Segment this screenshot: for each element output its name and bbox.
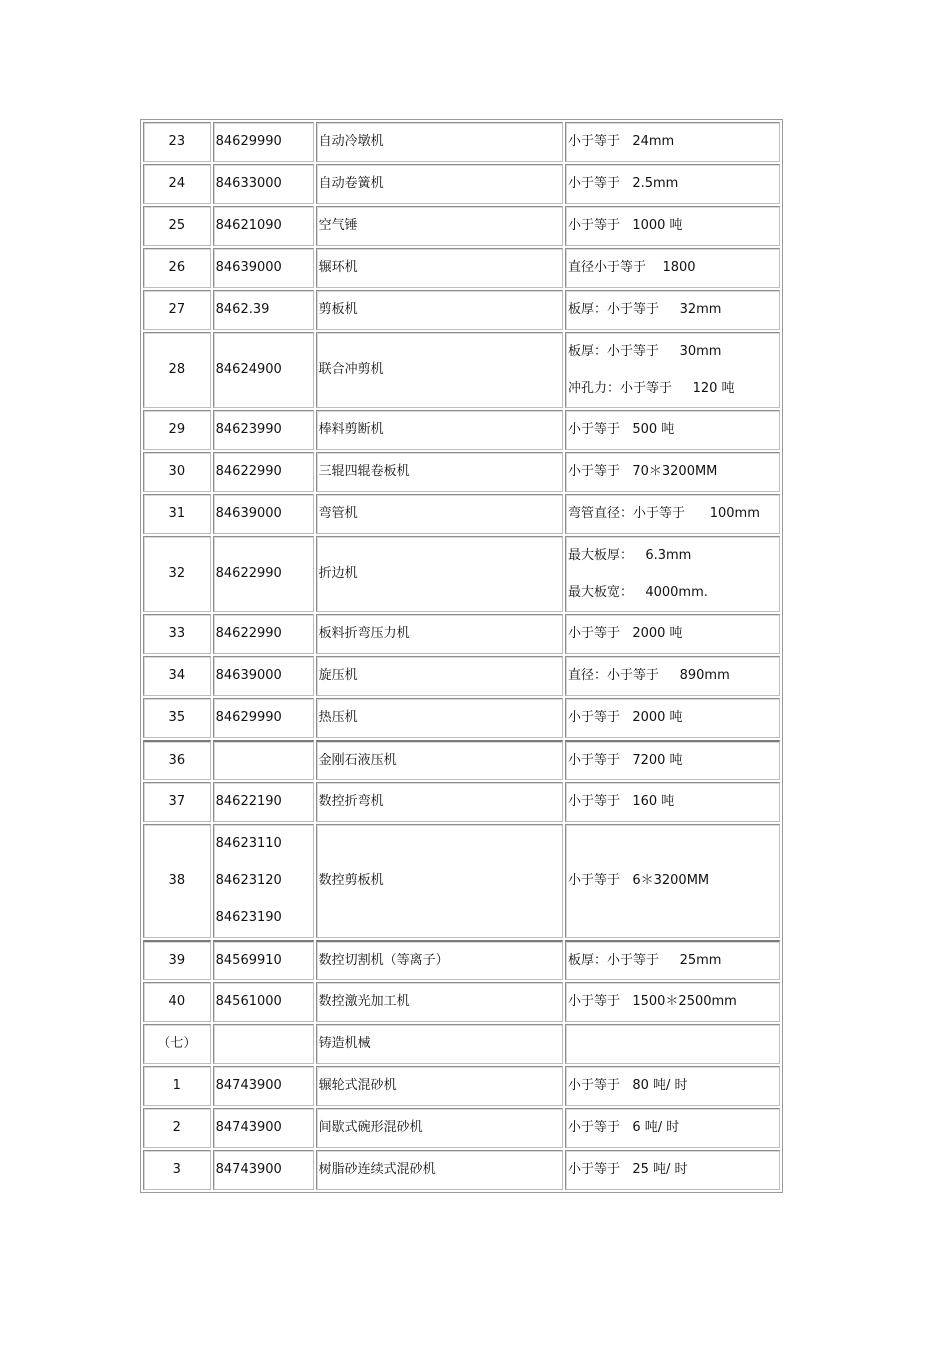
- table-row: [143, 740, 780, 780]
- cell-number: 37: [143, 782, 211, 822]
- cell-tariff-code: [213, 410, 314, 450]
- cell-tariff-code: [213, 332, 314, 408]
- tariff-code: 84743900: [215, 1162, 282, 1177]
- table-body: [143, 122, 780, 1190]
- cell-number: 3: [143, 1150, 211, 1190]
- cell-equipment-name: 旋压机: [316, 656, 563, 696]
- cell-tariff-code: [213, 494, 314, 534]
- cell-tariff-code: [213, 164, 314, 204]
- cell-equipment-name: 棒料剪断机: [316, 410, 563, 450]
- cell-number: 1: [143, 1066, 211, 1106]
- spec-line: 小于等于 6＊3200MM: [567, 873, 710, 888]
- table-row: [143, 656, 780, 696]
- cell-number: 33: [143, 614, 211, 654]
- table-row: [143, 410, 780, 450]
- tariff-code: 84622190: [215, 794, 282, 809]
- cell-tariff-code: [213, 290, 314, 330]
- tariff-code: 84623990: [215, 422, 282, 437]
- cell-equipment-name: 辗轮式混砂机: [316, 1066, 563, 1106]
- tariff-code: 84639000: [215, 260, 282, 275]
- cell-number: 25: [143, 206, 211, 246]
- cell-specification: [565, 824, 780, 938]
- cell-tariff-code: [213, 536, 314, 612]
- spec-line: 弯管直径：小于等于 100mm: [567, 506, 760, 521]
- cell-equipment-name: 联合冲剪机: [316, 332, 563, 408]
- spec-line: 小于等于 2000 吨: [567, 710, 683, 725]
- cell-equipment-name: 剪板机: [316, 290, 563, 330]
- cell-number: 32: [143, 536, 211, 612]
- equipment-table: [140, 119, 783, 1193]
- cell-number: 36: [143, 740, 211, 780]
- tariff-code: 84622990: [215, 566, 282, 581]
- cell-number: 2: [143, 1108, 211, 1148]
- cell-number: 28: [143, 332, 211, 408]
- table-row: [143, 164, 780, 204]
- tariff-code: 84622990: [215, 464, 282, 479]
- cell-tariff-code: [213, 452, 314, 492]
- cell-specification: [565, 248, 780, 288]
- cell-equipment-name: 空气锤: [316, 206, 563, 246]
- cell-tariff-code: [213, 782, 314, 822]
- cell-tariff-code: [213, 1024, 314, 1064]
- cell-tariff-code: [213, 698, 314, 738]
- tariff-code: 84622990: [215, 626, 282, 641]
- cell-number: 34: [143, 656, 211, 696]
- spec-line: 小于等于 500 吨: [567, 422, 675, 437]
- cell-equipment-name: 金刚石液压机: [316, 740, 563, 780]
- cell-equipment-name: 数控折弯机: [316, 782, 563, 822]
- table-row: [143, 1150, 780, 1190]
- table-row: [143, 452, 780, 492]
- table-row: [143, 494, 780, 534]
- cell-specification: [565, 536, 780, 612]
- cell-equipment-name: 间歇式碗形混砂机: [316, 1108, 563, 1148]
- cell-specification: [565, 656, 780, 696]
- tariff-code: 84629990: [215, 134, 282, 149]
- cell-specification: [565, 982, 780, 1022]
- cell-specification: [565, 122, 780, 162]
- cell-tariff-code: [213, 1150, 314, 1190]
- cell-equipment-name: 板料折弯压力机: [316, 614, 563, 654]
- cell-equipment-name: 数控激光加工机: [316, 982, 563, 1022]
- spec-line: 小于等于 25 吨/ 时: [567, 1162, 688, 1177]
- cell-tariff-code: [213, 206, 314, 246]
- cell-number: 27: [143, 290, 211, 330]
- cell-number: 39: [143, 940, 211, 980]
- cell-tariff-code: [213, 1066, 314, 1106]
- cell-number: 30: [143, 452, 211, 492]
- cell-specification: [565, 1150, 780, 1190]
- tariff-code: 84569910: [215, 952, 282, 968]
- cell-equipment-name: 铸造机械: [316, 1024, 563, 1064]
- cell-equipment-name: 树脂砂连续式混砂机: [316, 1150, 563, 1190]
- spec-line: 小于等于 70＊3200MM: [567, 464, 718, 479]
- spec-line: 冲孔力：小于等于 120 吨: [567, 380, 735, 396]
- table-row: [143, 248, 780, 288]
- cell-specification: [565, 494, 780, 534]
- cell-equipment-name: 弯管机: [316, 494, 563, 534]
- cell-equipment-name: 三辊四辊卷板机: [316, 452, 563, 492]
- table-row: [143, 614, 780, 654]
- tariff-code: 84621090: [215, 218, 282, 233]
- table-row: [143, 536, 780, 612]
- spec-line: 小于等于 1000 吨: [567, 218, 683, 233]
- cell-specification: [565, 1024, 780, 1064]
- cell-tariff-code: [213, 656, 314, 696]
- spec-line: 小于等于 80 吨/ 时: [567, 1078, 688, 1093]
- cell-specification: [565, 332, 780, 408]
- table-row: [143, 332, 780, 408]
- table-row: [143, 1108, 780, 1148]
- cell-equipment-name: 辗环机: [316, 248, 563, 288]
- cell-equipment-name: 折边机: [316, 536, 563, 612]
- cell-equipment-name: 热压机: [316, 698, 563, 738]
- table-row: [143, 698, 780, 738]
- cell-number: 38: [143, 824, 211, 938]
- tariff-code: 84629990: [215, 710, 282, 725]
- tariff-code: 8462.39: [215, 302, 270, 317]
- spec-line: 小于等于 24mm: [567, 134, 675, 149]
- cell-number: （七）: [143, 1024, 211, 1064]
- cell-tariff-code: [213, 982, 314, 1022]
- cell-specification: [565, 1108, 780, 1148]
- spec-line: 小于等于 7200 吨: [567, 752, 683, 768]
- spec-line: 板厚：小于等于 25mm: [567, 952, 722, 968]
- cell-tariff-code: [213, 740, 314, 780]
- cell-number: 31: [143, 494, 211, 534]
- table-row: [143, 982, 780, 1022]
- cell-equipment-name: 自动冷墩机: [316, 122, 563, 162]
- table-row: [143, 824, 780, 938]
- cell-specification: [565, 1066, 780, 1106]
- cell-specification: [565, 740, 780, 780]
- tariff-code: 84633000: [215, 176, 282, 191]
- cell-tariff-code: [213, 1108, 314, 1148]
- table-row: [143, 122, 780, 162]
- table-row: [143, 1024, 780, 1064]
- cell-tariff-code: [213, 248, 314, 288]
- cell-number: 23: [143, 122, 211, 162]
- cell-number: 29: [143, 410, 211, 450]
- spec-line: 板厚：小于等于 30mm: [567, 343, 722, 359]
- spec-line: 小于等于 6 吨/ 时: [567, 1120, 680, 1135]
- tariff-code: 84639000: [215, 506, 282, 521]
- cell-specification: [565, 290, 780, 330]
- cell-number: 35: [143, 698, 211, 738]
- spec-line: 小于等于 1500＊2500mm: [567, 994, 737, 1009]
- table-row: [143, 206, 780, 246]
- tariff-code: 84623120: [215, 873, 282, 888]
- spec-line: 直径小于等于 1800: [567, 260, 696, 275]
- cell-specification: [565, 164, 780, 204]
- spec-line: 最大板宽： 4000mm.: [567, 584, 708, 600]
- cell-tariff-code: [213, 824, 314, 938]
- cell-specification: [565, 206, 780, 246]
- table-row: [143, 782, 780, 822]
- spec-line: 小于等于 2.5mm: [567, 176, 679, 191]
- tariff-code: 84743900: [215, 1120, 282, 1135]
- cell-equipment-name: 数控切割机（等离子）: [316, 940, 563, 980]
- tariff-code: 84743900: [215, 1078, 282, 1093]
- spec-line: 直径：小于等于 890mm: [567, 668, 730, 683]
- cell-specification: [565, 452, 780, 492]
- tariff-code: 84561000: [215, 994, 282, 1009]
- cell-equipment-name: 数控剪板机: [316, 824, 563, 938]
- tariff-code: 84623110: [215, 836, 282, 851]
- cell-specification: [565, 782, 780, 822]
- tariff-code: 84639000: [215, 668, 282, 683]
- spec-line: 小于等于 160 吨: [567, 794, 675, 809]
- cell-specification: [565, 940, 780, 980]
- cell-tariff-code: [213, 122, 314, 162]
- cell-equipment-name: 自动卷簧机: [316, 164, 563, 204]
- tariff-code: 84624900: [215, 362, 282, 377]
- table-row: [143, 290, 780, 330]
- table-row: [143, 1066, 780, 1106]
- spec-line: 最大板厚： 6.3mm: [567, 547, 692, 563]
- cell-tariff-code: [213, 940, 314, 980]
- cell-specification: [565, 614, 780, 654]
- cell-number: 40: [143, 982, 211, 1022]
- cell-number: 26: [143, 248, 211, 288]
- spec-line: 板厚：小于等于 32mm: [567, 302, 722, 317]
- cell-number: 24: [143, 164, 211, 204]
- cell-specification: [565, 698, 780, 738]
- tariff-code: 84623190: [215, 910, 282, 925]
- spec-line: 小于等于 2000 吨: [567, 626, 683, 641]
- cell-tariff-code: [213, 614, 314, 654]
- cell-specification: [565, 410, 780, 450]
- table-row: [143, 940, 780, 980]
